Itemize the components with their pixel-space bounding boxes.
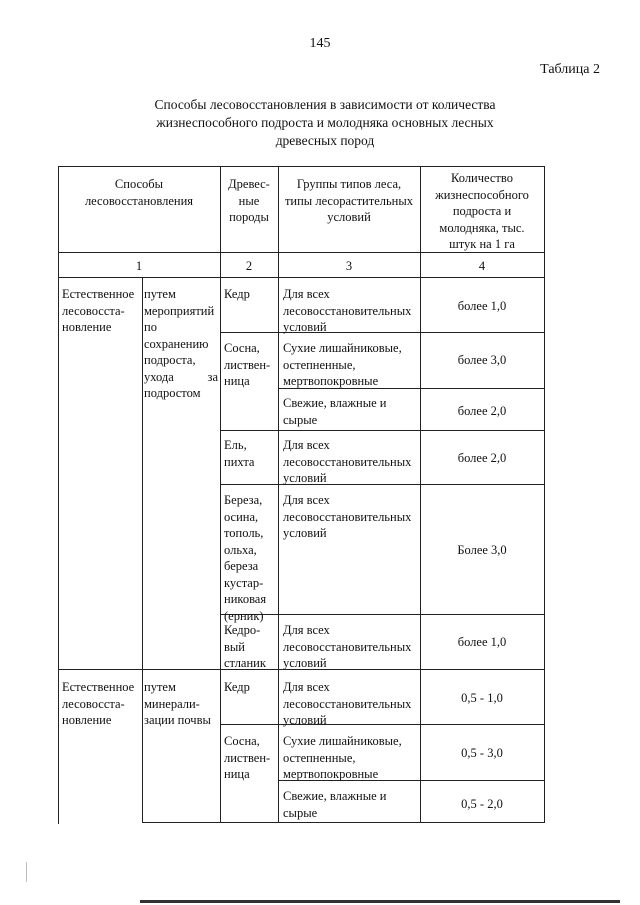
measure-word: ухода — [144, 369, 174, 384]
measure-line: сохранению — [144, 336, 209, 351]
title-line: древесных пород — [275, 133, 375, 148]
title-line: Способы лесовосстановления в зависимости от количества — [154, 97, 496, 112]
value-cell: более 3,0 — [457, 353, 507, 367]
page-number: 145 — [309, 36, 331, 51]
table-label: Таблица 2 — [540, 62, 600, 77]
value-cell: более 1,0 — [457, 635, 507, 649]
col-divider — [142, 277, 143, 823]
measure-line: путем — [144, 287, 176, 301]
header-quantity: Количество жизнеспособного подроста и молодняка, тыс. штук на 1 га — [435, 171, 529, 251]
header-groups: Группы типов леса, типы лесорастительных условий — [284, 177, 414, 224]
species-cell: Сосна, листвен- ница — [224, 734, 271, 781]
group-cell: Сухие лишайниковые, остепненные, мертвопокровные — [283, 341, 402, 388]
col-number: 2 — [245, 259, 253, 273]
table-border-right — [544, 166, 545, 823]
value-cell: Более 3,0 — [457, 543, 507, 557]
value-cell: более 1,0 — [457, 299, 507, 313]
col-number: 1 — [135, 259, 143, 273]
group-cell: Для всех лесовосстановительных условий — [283, 680, 412, 727]
measure-cell: путем минерали- зации почвы — [144, 680, 211, 727]
col-number: 3 — [345, 259, 353, 273]
value-cell: более 2,0 — [457, 451, 507, 465]
measure-line: по — [144, 320, 157, 334]
method-cell: Естественное лесовосста- новление — [62, 680, 135, 727]
col-number: 4 — [478, 259, 486, 273]
group-cell: Для всех лесовосстановительных условий — [283, 438, 412, 485]
group-cell: Для всех лесовосстановительных условий — [283, 493, 412, 540]
measure-word: за — [207, 369, 218, 384]
group-cell: Свежие, влажные и сырые — [283, 789, 387, 820]
value-cell: более 2,0 — [457, 404, 507, 418]
measure-cell — [144, 286, 220, 402]
species-cell: Кедр — [224, 680, 250, 694]
title-line: жизнеспособного подроста и молодняка основных лесных — [156, 115, 494, 130]
row-divider — [220, 430, 544, 431]
value-cell: 0,5 - 2,0 — [461, 797, 503, 811]
group-cell: Для всех лесовосстановительных условий — [283, 287, 412, 334]
species-cell: Береза, осина, тополь, ольха, береза кустар- никовая (ерник) — [224, 493, 267, 623]
measure-line: подростом — [144, 386, 201, 400]
table-title — [130, 96, 520, 150]
species-cell: Кедро- вый стланик — [224, 623, 266, 670]
species-cell: Ель, пихта — [224, 438, 255, 469]
header-species: Древес- ные породы — [228, 177, 270, 224]
value-cell: 0,5 - 3,0 — [461, 746, 503, 760]
value-cell: 0,5 - 1,0 — [461, 691, 503, 705]
group-cell: Для всех лесовосстановительных условий — [283, 623, 412, 670]
species-cell: Кедр — [224, 287, 250, 301]
scan-bottom-mark — [140, 900, 620, 903]
table-border-top — [58, 166, 544, 167]
row-divider — [58, 277, 544, 278]
group-cell: Сухие лишайниковые, остепненные, мертвопокровные — [283, 734, 402, 781]
method-cell: Естественное лесовосста- новление — [62, 287, 135, 334]
measure-line: мероприятий — [144, 303, 215, 318]
species-cell: Сосна, листвен- ница — [224, 341, 271, 388]
table-border-bottom — [142, 822, 544, 823]
header-methods: Способы лесовосстановления — [84, 177, 194, 208]
measure-line — [144, 369, 218, 386]
scan-edge-mark — [26, 862, 27, 882]
measure-line: подроста, — [144, 353, 196, 367]
group-cell: Свежие, влажные и сырые — [283, 396, 387, 427]
